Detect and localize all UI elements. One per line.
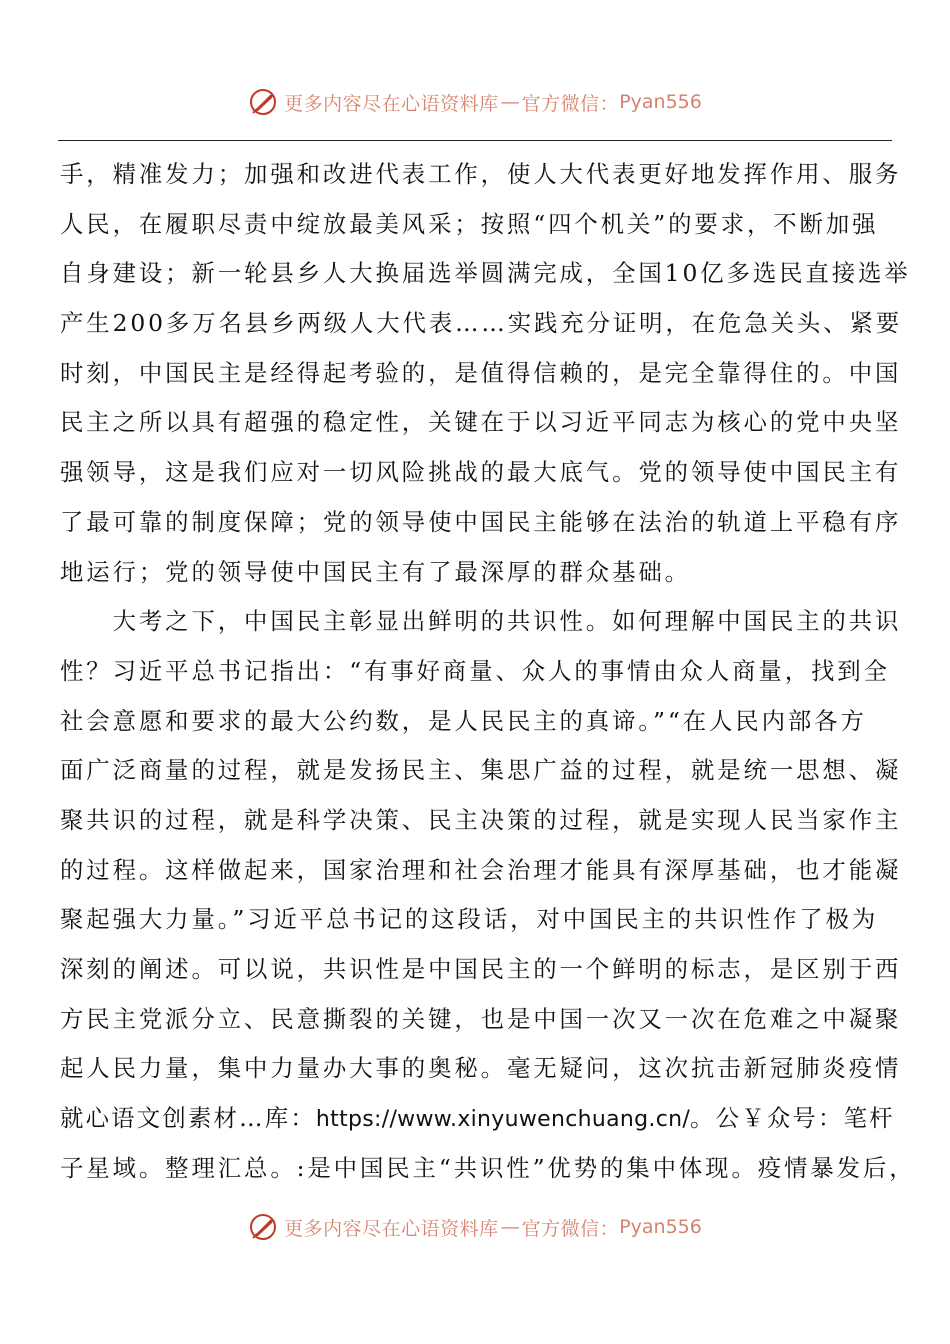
- body-line: 地运行；党的领导使中国民主有了最深厚的群众基础。: [60, 557, 691, 586]
- body-line-url: [60, 1094, 895, 1144]
- body-line: 了最可靠的制度保障；党的领导使中国民主能够在法治的轨道上平稳有序: [60, 507, 902, 536]
- footer-banner-text: 更多内容尽在心语资料库: [284, 1217, 499, 1240]
- quill-pen-icon: [248, 87, 278, 117]
- header-wechat-label: 官方微信：: [521, 92, 620, 115]
- body-line: 性？习近平总书记指出：“有事好商量、众人的事情由众人商量，找到全: [60, 656, 890, 685]
- body-line: 聚共识的过程，就是科学决策、民主决策的过程，就是实现人民当家作主: [60, 805, 902, 834]
- body-line: 聚起强大力量。”习近平总书记的这段话，对中国民主的共识性作了极为: [60, 905, 879, 934]
- body-line: 民主之所以具有超强的稳定性，关键在于以习近平同志为核心的党中央坚: [60, 408, 902, 437]
- body-line: 大考之下，中国民主彰显出鲜明的共识性。如何理解中国民主的共识: [60, 607, 902, 636]
- body-line: 自身建设；新一轮县乡人大换届选举圆满完成，全国10亿多选民直接选举: [60, 259, 911, 288]
- header-banner: [0, 82, 950, 122]
- body-line: 产生200多万名县乡两级人大代表……实践充分证明，在危急关头、紧要: [60, 309, 903, 338]
- body-line: 人民，在履职尽责中绽放最美风采；按照“四个机关”的要求，不断加强: [60, 209, 879, 238]
- body-line: 强领导，这是我们应对一切风险挑战的最大底气。党的领导使中国民主有: [60, 458, 902, 487]
- footer-banner: [0, 1207, 950, 1247]
- website-link[interactable]: https://www.xinyuwenchuang.cn/: [315, 1107, 691, 1133]
- header-wechat-id: Pyan556: [619, 91, 702, 113]
- header-divider: [58, 140, 892, 141]
- document-body: [60, 150, 916, 1193]
- body-line: 深刻的阐述。可以说，共识性是中国民主的一个鲜明的标志，是区别于西: [60, 955, 902, 983]
- body-line: 时刻，中国民主是经得起考验的，是值得信赖的，是完全靠得住的。中国: [60, 358, 902, 387]
- url-line-prefix: 就心语文创素材…库：: [60, 1104, 316, 1133]
- url-line-suffix: 。公￥众号：笔杆: [690, 1104, 895, 1133]
- header-banner-text: 更多内容尽在心语资料库: [284, 92, 499, 115]
- footer-wechat-label: 官方微信：: [521, 1217, 620, 1240]
- quill-pen-icon: [248, 1212, 278, 1242]
- body-line: 起人民力量，集中力量办大事的奥秘。毫无疑问，这次抗击新冠肺炎疫情: [60, 1054, 902, 1083]
- footer-wechat-id: Pyan556: [619, 1216, 702, 1238]
- body-line: 社会意愿和要求的最大公约数，是人民民主的真谛。”“在人民内部各方: [60, 706, 867, 735]
- body-line: 面广泛商量的过程，就是发扬民主、集思广益的过程，就是统一思想、凝: [60, 756, 902, 785]
- footer-separator: —: [500, 1216, 520, 1238]
- body-line: 方民主党派分立、民意撕裂的关键，也是中国一次又一次在危难之中凝聚: [60, 1004, 902, 1033]
- body-line: 子星域。整理汇总。:是中国民主“共识性”优势的集中体现。疫情暴发后，: [60, 1153, 916, 1182]
- header-separator: —: [500, 91, 520, 113]
- body-line: 的过程。这样做起来，国家治理和社会治理才能具有深厚基础，也才能凝: [60, 855, 902, 884]
- body-line: 手，精准发力；加强和改进代表工作，使人大代表更好地发挥作用、服务: [60, 160, 902, 188]
